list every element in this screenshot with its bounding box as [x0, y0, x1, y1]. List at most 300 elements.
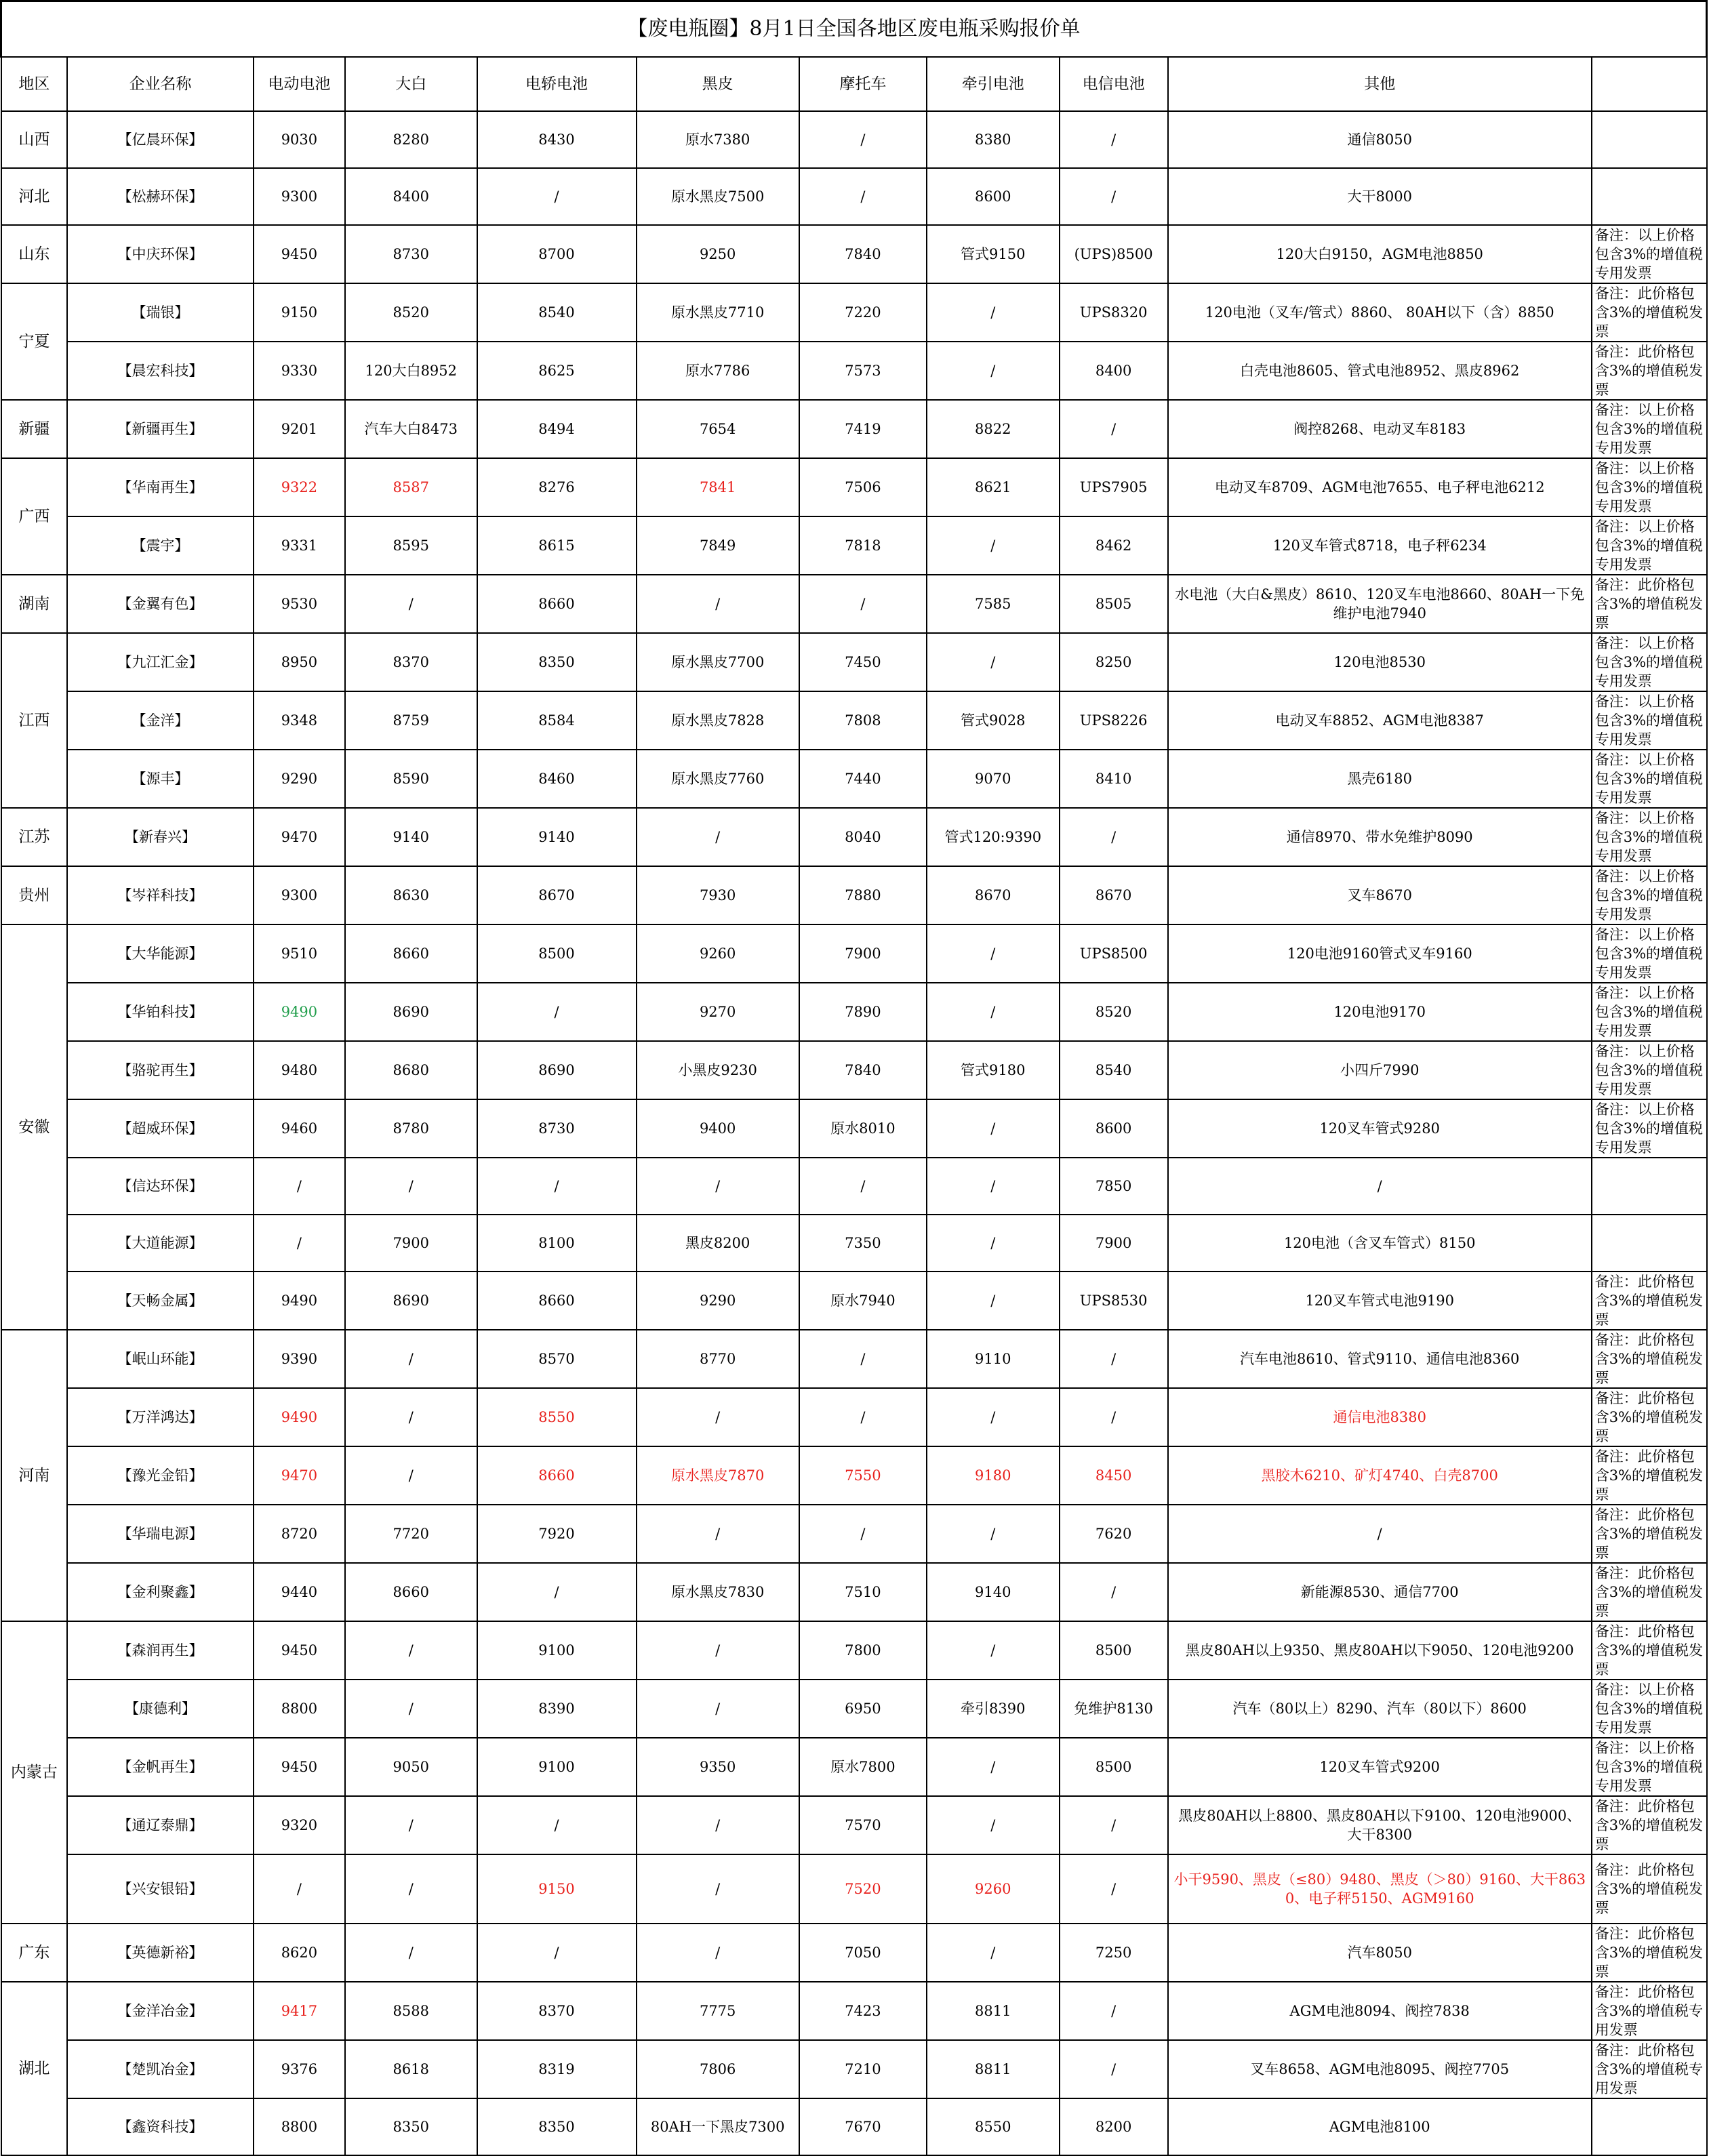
note-cell: 备注：以上价格包含3%的增值税专用发票 [1592, 750, 1707, 808]
traction-cell: 8670 [927, 866, 1060, 924]
telecom-cell: / [1060, 1796, 1168, 1854]
car-battery-cell: 8350 [477, 633, 637, 691]
dabai-cell: / [345, 1680, 477, 1738]
motorcycle-cell: 7220 [799, 283, 927, 342]
header-cell: 摩托车 [799, 57, 927, 111]
heipi-cell: 原水7786 [637, 342, 799, 400]
note-cell [1592, 1158, 1707, 1215]
region-cell: 内蒙古 [1, 1621, 68, 1924]
other-cell: / [1168, 1158, 1592, 1215]
telecom-cell: / [1060, 1388, 1168, 1446]
heipi-cell: 7775 [637, 1982, 799, 2040]
dabai-cell: 8630 [345, 866, 477, 924]
region-cell: 广东 [1, 1924, 68, 1982]
car-battery-cell: / [477, 1158, 637, 1215]
ev-battery-cell: 9490 [254, 1272, 345, 1330]
telecom-cell: 8400 [1060, 342, 1168, 400]
note-cell: 备注：以上价格包含3%的增值税专用发票 [1592, 633, 1707, 691]
dabai-cell: 8588 [345, 1982, 477, 2040]
table-row [1, 1041, 1707, 1099]
dabai-cell: 8595 [345, 516, 477, 575]
header-row [1, 57, 1707, 111]
table-row [1, 750, 1707, 808]
company-cell: 【瑞银】 [67, 283, 254, 342]
motorcycle-cell: 原水7940 [799, 1272, 927, 1330]
dabai-cell: 8660 [345, 924, 477, 983]
table-row [1, 1158, 1707, 1215]
company-cell: 【豫光金铅】 [67, 1446, 254, 1505]
region-cell: 江苏 [1, 808, 68, 866]
ev-battery-cell: 9300 [254, 866, 345, 924]
telecom-cell: / [1060, 1330, 1168, 1388]
car-battery-cell: 8540 [477, 283, 637, 342]
traction-cell: 管式9180 [927, 1041, 1060, 1099]
car-battery-cell: 7920 [477, 1505, 637, 1563]
telecom-cell: / [1060, 168, 1168, 225]
ev-battery-cell: 9440 [254, 1563, 345, 1621]
telecom-cell: 8462 [1060, 516, 1168, 575]
table-row [1, 983, 1707, 1041]
car-battery-cell: 8690 [477, 1041, 637, 1099]
region-cell: 新疆 [1, 400, 68, 458]
car-battery-cell: 8570 [477, 1330, 637, 1388]
company-cell: 【兴安银铅】 [67, 1854, 254, 1924]
dabai-cell: / [345, 1158, 477, 1215]
note-cell: 备注：以上价格包含3%的增值税专用发票 [1592, 516, 1707, 575]
table-row [1, 1099, 1707, 1158]
other-cell: 电动叉车8709、AGM电池7655、电子秤电池6212 [1168, 458, 1592, 516]
other-cell: 黑壳6180 [1168, 750, 1592, 808]
dabai-cell: 8690 [345, 983, 477, 1041]
motorcycle-cell: / [799, 1158, 927, 1215]
car-battery-cell: 9150 [477, 1854, 637, 1924]
note-cell: 备注：以上价格包含3%的增值税专用发票 [1592, 866, 1707, 924]
traction-cell: 8811 [927, 2040, 1060, 2098]
table-row [1, 1446, 1707, 1505]
car-battery-cell: 8430 [477, 111, 637, 168]
table-row [1, 342, 1707, 400]
car-battery-cell: 9100 [477, 1738, 637, 1796]
note-cell: 备注：此价格包含3%的增值税发票 [1592, 1563, 1707, 1621]
company-cell: 【晨宏科技】 [67, 342, 254, 400]
telecom-cell: / [1060, 808, 1168, 866]
note-cell [1592, 1215, 1707, 1272]
region-cell: 山西 [1, 111, 68, 168]
note-cell: 备注：以上价格包含3%的增值税专用发票 [1592, 691, 1707, 750]
company-cell: 【华铂科技】 [67, 983, 254, 1041]
heipi-cell: 7841 [637, 458, 799, 516]
traction-cell: 7585 [927, 575, 1060, 633]
traction-cell: / [927, 1158, 1060, 1215]
other-cell: 120叉车管式8718，电子秤6234 [1168, 516, 1592, 575]
other-cell: 120大白9150，AGM电池8850 [1168, 225, 1592, 283]
telecom-cell: / [1060, 1854, 1168, 1924]
heipi-cell: 7849 [637, 516, 799, 575]
note-cell: 备注：以上价格包含3%的增值税专用发票 [1592, 983, 1707, 1041]
motorcycle-cell: 7520 [799, 1854, 927, 1924]
traction-cell: / [927, 1621, 1060, 1680]
company-cell: 【源丰】 [67, 750, 254, 808]
other-cell: 120电池8530 [1168, 633, 1592, 691]
traction-cell: / [927, 924, 1060, 983]
motorcycle-cell: 8040 [799, 808, 927, 866]
note-cell: 备注：此价格包含3%的增值税发票 [1592, 1924, 1707, 1982]
motorcycle-cell: 原水8010 [799, 1099, 927, 1158]
ev-battery-cell: 9460 [254, 1099, 345, 1158]
motorcycle-cell: 7670 [799, 2098, 927, 2155]
telecom-cell: 7250 [1060, 1924, 1168, 1982]
company-cell: 【新疆再生】 [67, 400, 254, 458]
heipi-cell: 9400 [637, 1099, 799, 1158]
car-battery-cell: 8500 [477, 924, 637, 983]
ev-battery-cell: 9376 [254, 2040, 345, 2098]
other-cell: 阀控8268、电动叉车8183 [1168, 400, 1592, 458]
motorcycle-cell: 7440 [799, 750, 927, 808]
note-cell: 备注：此价格包含3%的增值税发票 [1592, 1446, 1707, 1505]
ev-battery-cell: 9390 [254, 1330, 345, 1388]
note-cell: 备注：此价格包含3%的增值税发票 [1592, 1854, 1707, 1924]
traction-cell: / [927, 1505, 1060, 1563]
header-cell: 黑皮 [637, 57, 799, 111]
car-battery-cell: 8670 [477, 866, 637, 924]
telecom-cell: UPS8320 [1060, 283, 1168, 342]
header-cell: 企业名称 [67, 57, 254, 111]
other-cell: 通信电池8380 [1168, 1388, 1592, 1446]
car-battery-cell: 8730 [477, 1099, 637, 1158]
dabai-cell: 9140 [345, 808, 477, 866]
heipi-cell: 9350 [637, 1738, 799, 1796]
traction-cell: / [927, 516, 1060, 575]
company-cell: 【金洋冶金】 [67, 1982, 254, 2040]
heipi-cell: 原水黑皮7760 [637, 750, 799, 808]
telecom-cell: 8505 [1060, 575, 1168, 633]
other-cell: 120电池（叉车/管式）8860、 80AH以下（含）8850 [1168, 283, 1592, 342]
note-cell: 备注：此价格包含3%的增值税发票 [1592, 1796, 1707, 1854]
dabai-cell: 8690 [345, 1272, 477, 1330]
table-row [1, 1563, 1707, 1621]
telecom-cell: 8670 [1060, 866, 1168, 924]
heipi-cell: 80AH一下黑皮7300 [637, 2098, 799, 2155]
table-row [1, 225, 1707, 283]
ev-battery-cell: 9417 [254, 1982, 345, 2040]
traction-cell: 9180 [927, 1446, 1060, 1505]
other-cell: 120电池9160管式叉车9160 [1168, 924, 1592, 983]
table-row [1, 2098, 1707, 2155]
table-row [1, 1982, 1707, 2040]
other-cell: 叉车8670 [1168, 866, 1592, 924]
traction-cell: 8811 [927, 1982, 1060, 2040]
car-battery-cell: 8660 [477, 1446, 637, 1505]
heipi-cell: / [637, 1621, 799, 1680]
company-cell: 【大华能源】 [67, 924, 254, 983]
other-cell: 黑皮80AH以上9350、黑皮80AH以下9050、120电池9200 [1168, 1621, 1592, 1680]
table-row [1, 1272, 1707, 1330]
dabai-cell: / [345, 1796, 477, 1854]
other-cell: 120叉车管式9280 [1168, 1099, 1592, 1158]
other-cell: 汽车电池8610、管式9110、通信电池8360 [1168, 1330, 1592, 1388]
sheet-title: 【废电瓶圈】8月1日全国各地区废电瓶采购报价单 [1, 1, 1707, 58]
region-cell: 宁夏 [1, 283, 68, 400]
motorcycle-cell: 7808 [799, 691, 927, 750]
motorcycle-cell: 7900 [799, 924, 927, 983]
heipi-cell: / [637, 1924, 799, 1982]
ev-battery-cell: 9510 [254, 924, 345, 983]
ev-battery-cell: 8800 [254, 2098, 345, 2155]
telecom-cell: UPS8530 [1060, 1272, 1168, 1330]
header-cell: 电轿电池 [477, 57, 637, 111]
car-battery-cell: 8660 [477, 575, 637, 633]
note-cell: 备注：此价格包含3%的增值税发票 [1592, 1272, 1707, 1330]
other-cell: AGM电池8100 [1168, 2098, 1592, 2155]
other-cell: AGM电池8094、阀控7838 [1168, 1982, 1592, 2040]
table-row [1, 633, 1707, 691]
dabai-cell: 8350 [345, 2098, 477, 2155]
region-cell: 广西 [1, 458, 68, 575]
motorcycle-cell: 7510 [799, 1563, 927, 1621]
car-battery-cell: / [477, 168, 637, 225]
company-cell: 【超威环保】 [67, 1099, 254, 1158]
note-cell: 备注：此价格包含3%的增值税发票 [1592, 1388, 1707, 1446]
note-cell: 备注：以上价格包含3%的增值税专用发票 [1592, 1099, 1707, 1158]
ev-battery-cell: 9480 [254, 1041, 345, 1099]
motorcycle-cell: / [799, 1330, 927, 1388]
note-cell: 备注：以上价格包含3%的增值税专用发票 [1592, 458, 1707, 516]
telecom-cell: UPS8500 [1060, 924, 1168, 983]
ev-battery-cell: 9470 [254, 1446, 345, 1505]
heipi-cell: 小黑皮9230 [637, 1041, 799, 1099]
table-row [1, 458, 1707, 516]
telecom-cell: 8250 [1060, 633, 1168, 691]
telecom-cell: 8500 [1060, 1621, 1168, 1680]
header-cell: 大白 [345, 57, 477, 111]
region-cell: 河北 [1, 168, 68, 225]
company-cell: 【岷山环能】 [67, 1330, 254, 1388]
company-cell: 【岑祥科技】 [67, 866, 254, 924]
ev-battery-cell: 9490 [254, 1388, 345, 1446]
table-row [1, 1854, 1707, 1924]
company-cell: 【骆驼再生】 [67, 1041, 254, 1099]
telecom-cell: 8600 [1060, 1099, 1168, 1158]
heipi-cell: / [637, 808, 799, 866]
traction-cell: 9110 [927, 1330, 1060, 1388]
car-battery-cell: 9140 [477, 808, 637, 866]
ev-battery-cell: 9450 [254, 225, 345, 283]
company-cell: 【金帆再生】 [67, 1738, 254, 1796]
car-battery-cell: 8100 [477, 1215, 637, 1272]
note-cell: 备注：此价格包含3%的增值税发票 [1592, 575, 1707, 633]
traction-cell: 牵引8390 [927, 1680, 1060, 1738]
other-cell: 黑胶木6210、矿灯4740、白壳8700 [1168, 1446, 1592, 1505]
motorcycle-cell: 6950 [799, 1680, 927, 1738]
header-cell: 其他 [1168, 57, 1592, 111]
motorcycle-cell: 7350 [799, 1215, 927, 1272]
company-cell: 【亿晨环保】 [67, 111, 254, 168]
car-battery-cell: 8625 [477, 342, 637, 400]
traction-cell: / [927, 1272, 1060, 1330]
heipi-cell: 原水黑皮7830 [637, 1563, 799, 1621]
car-battery-cell: 8276 [477, 458, 637, 516]
other-cell: 黑皮80AH以上8800、黑皮80AH以下9100、120电池9000、大干8300 [1168, 1796, 1592, 1854]
dabai-cell: 8590 [345, 750, 477, 808]
telecom-cell: 8410 [1060, 750, 1168, 808]
dabai-cell: / [345, 575, 477, 633]
table-row [1, 1215, 1707, 1272]
motorcycle-cell: 原水7800 [799, 1738, 927, 1796]
traction-cell: / [927, 1215, 1060, 1272]
other-cell: 汽车8050 [1168, 1924, 1592, 1982]
heipi-cell: 原水黑皮7870 [637, 1446, 799, 1505]
other-cell: 水电池（大白&黑皮）8610、120叉车电池8660、80AH一下免维护电池7940 [1168, 575, 1592, 633]
table-row [1, 1738, 1707, 1796]
company-cell: 【金利聚鑫】 [67, 1563, 254, 1621]
company-cell: 【华瑞电源】 [67, 1505, 254, 1563]
telecom-cell: 8500 [1060, 1738, 1168, 1796]
traction-cell: 9140 [927, 1563, 1060, 1621]
company-cell: 【森润再生】 [67, 1621, 254, 1680]
dabai-cell: 8759 [345, 691, 477, 750]
ev-battery-cell: 8720 [254, 1505, 345, 1563]
note-cell: 备注：此价格包含3%的增值税发票 [1592, 1330, 1707, 1388]
ev-battery-cell: 8950 [254, 633, 345, 691]
ev-battery-cell: / [254, 1854, 345, 1924]
header-cell: 地区 [1, 57, 68, 111]
note-cell: 备注：以上价格包含3%的增值税专用发票 [1592, 400, 1707, 458]
car-battery-cell: 8370 [477, 1982, 637, 2040]
motorcycle-cell: 7573 [799, 342, 927, 400]
traction-cell: 管式9150 [927, 225, 1060, 283]
note-cell: 备注：以上价格包含3%的增值税专用发票 [1592, 1680, 1707, 1738]
telecom-cell: 7900 [1060, 1215, 1168, 1272]
telecom-cell: 8450 [1060, 1446, 1168, 1505]
traction-cell: / [927, 342, 1060, 400]
other-cell: 汽车（80以上）8290、汽车（80以下）8600 [1168, 1680, 1592, 1738]
ev-battery-cell: 9450 [254, 1621, 345, 1680]
telecom-cell: 8520 [1060, 983, 1168, 1041]
note-cell: 备注：以上价格包含3%的增值税专用发票 [1592, 1041, 1707, 1099]
heipi-cell: / [637, 575, 799, 633]
telecom-cell: (UPS)8500 [1060, 225, 1168, 283]
dabai-cell: 8587 [345, 458, 477, 516]
company-cell: 【新春兴】 [67, 808, 254, 866]
traction-cell: / [927, 1099, 1060, 1158]
ev-battery-cell: 9320 [254, 1796, 345, 1854]
heipi-cell: 9270 [637, 983, 799, 1041]
region-cell: 贵州 [1, 866, 68, 924]
company-cell: 【金翼有色】 [67, 575, 254, 633]
table-row [1, 575, 1707, 633]
company-cell: 【万洋鸿达】 [67, 1388, 254, 1446]
telecom-cell: / [1060, 400, 1168, 458]
table-row [1, 691, 1707, 750]
traction-cell: / [927, 1388, 1060, 1446]
table-row [1, 866, 1707, 924]
car-battery-cell: 8615 [477, 516, 637, 575]
traction-cell: 8550 [927, 2098, 1060, 2155]
motorcycle-cell: 7423 [799, 1982, 927, 2040]
dabai-cell: 9050 [345, 1738, 477, 1796]
table-row [1, 2040, 1707, 2098]
company-cell: 【信达环保】 [67, 1158, 254, 1215]
ev-battery-cell: 9530 [254, 575, 345, 633]
dabai-cell: 8520 [345, 283, 477, 342]
company-cell: 【大道能源】 [67, 1215, 254, 1272]
dabai-cell: 8780 [345, 1099, 477, 1158]
dabai-cell: 8280 [345, 111, 477, 168]
dabai-cell: 8680 [345, 1041, 477, 1099]
heipi-cell: 7806 [637, 2040, 799, 2098]
heipi-cell: / [637, 1680, 799, 1738]
other-cell: 120电池9170 [1168, 983, 1592, 1041]
traction-cell: 8380 [927, 111, 1060, 168]
motorcycle-cell: 7840 [799, 1041, 927, 1099]
ev-battery-cell: 9470 [254, 808, 345, 866]
dabai-cell: 7900 [345, 1215, 477, 1272]
table-row [1, 808, 1707, 866]
car-battery-cell: 8390 [477, 1680, 637, 1738]
motorcycle-cell: 7050 [799, 1924, 927, 1982]
company-cell: 【中庆环保】 [67, 225, 254, 283]
note-cell: 备注：以上价格包含3%的增值税专用发票 [1592, 808, 1707, 866]
car-battery-cell: 8494 [477, 400, 637, 458]
header-cell [1592, 57, 1707, 111]
motorcycle-cell: 7800 [799, 1621, 927, 1680]
car-battery-cell: / [477, 1924, 637, 1982]
table-row [1, 516, 1707, 575]
note-cell: 备注：此价格包含3%的增值税发票 [1592, 1621, 1707, 1680]
telecom-cell: / [1060, 2040, 1168, 2098]
motorcycle-cell: / [799, 111, 927, 168]
telecom-cell: / [1060, 1563, 1168, 1621]
table-row [1, 400, 1707, 458]
traction-cell: 管式120:9390 [927, 808, 1060, 866]
heipi-cell: 7654 [637, 400, 799, 458]
car-battery-cell: / [477, 983, 637, 1041]
note-cell: 备注：此价格包含3%的增值税发票 [1592, 1505, 1707, 1563]
ev-battery-cell: 9322 [254, 458, 345, 516]
note-cell [1592, 2098, 1707, 2155]
other-cell: 大干8000 [1168, 168, 1592, 225]
car-battery-cell: 9100 [477, 1621, 637, 1680]
motorcycle-cell: 7880 [799, 866, 927, 924]
region-cell: 安徽 [1, 924, 68, 1330]
traction-cell: 9260 [927, 1854, 1060, 1924]
other-cell: 电动叉车8852、AGM电池8387 [1168, 691, 1592, 750]
other-cell: 叉车8658、AGM电池8095、阀控7705 [1168, 2040, 1592, 2098]
traction-cell: 9070 [927, 750, 1060, 808]
table-row [1, 111, 1707, 168]
motorcycle-cell: / [799, 168, 927, 225]
car-battery-cell: / [477, 1796, 637, 1854]
motorcycle-cell: / [799, 575, 927, 633]
heipi-cell: 原水黑皮7500 [637, 168, 799, 225]
dabai-cell: 7720 [345, 1505, 477, 1563]
dabai-cell: / [345, 1446, 477, 1505]
company-cell: 【康德利】 [67, 1680, 254, 1738]
car-battery-cell: / [477, 1563, 637, 1621]
ev-battery-cell: 9150 [254, 283, 345, 342]
dabai-cell: / [345, 1854, 477, 1924]
note-cell: 备注：此价格包含3%的增值税专用发票 [1592, 2040, 1707, 2098]
region-cell: 江西 [1, 633, 68, 808]
car-battery-cell: 8319 [477, 2040, 637, 2098]
motorcycle-cell: 7419 [799, 400, 927, 458]
heipi-cell: 原水黑皮7828 [637, 691, 799, 750]
heipi-cell: / [637, 1796, 799, 1854]
telecom-cell: UPS7905 [1060, 458, 1168, 516]
heipi-cell: 9250 [637, 225, 799, 283]
other-cell: / [1168, 1505, 1592, 1563]
other-cell: 120叉车管式电池9190 [1168, 1272, 1592, 1330]
